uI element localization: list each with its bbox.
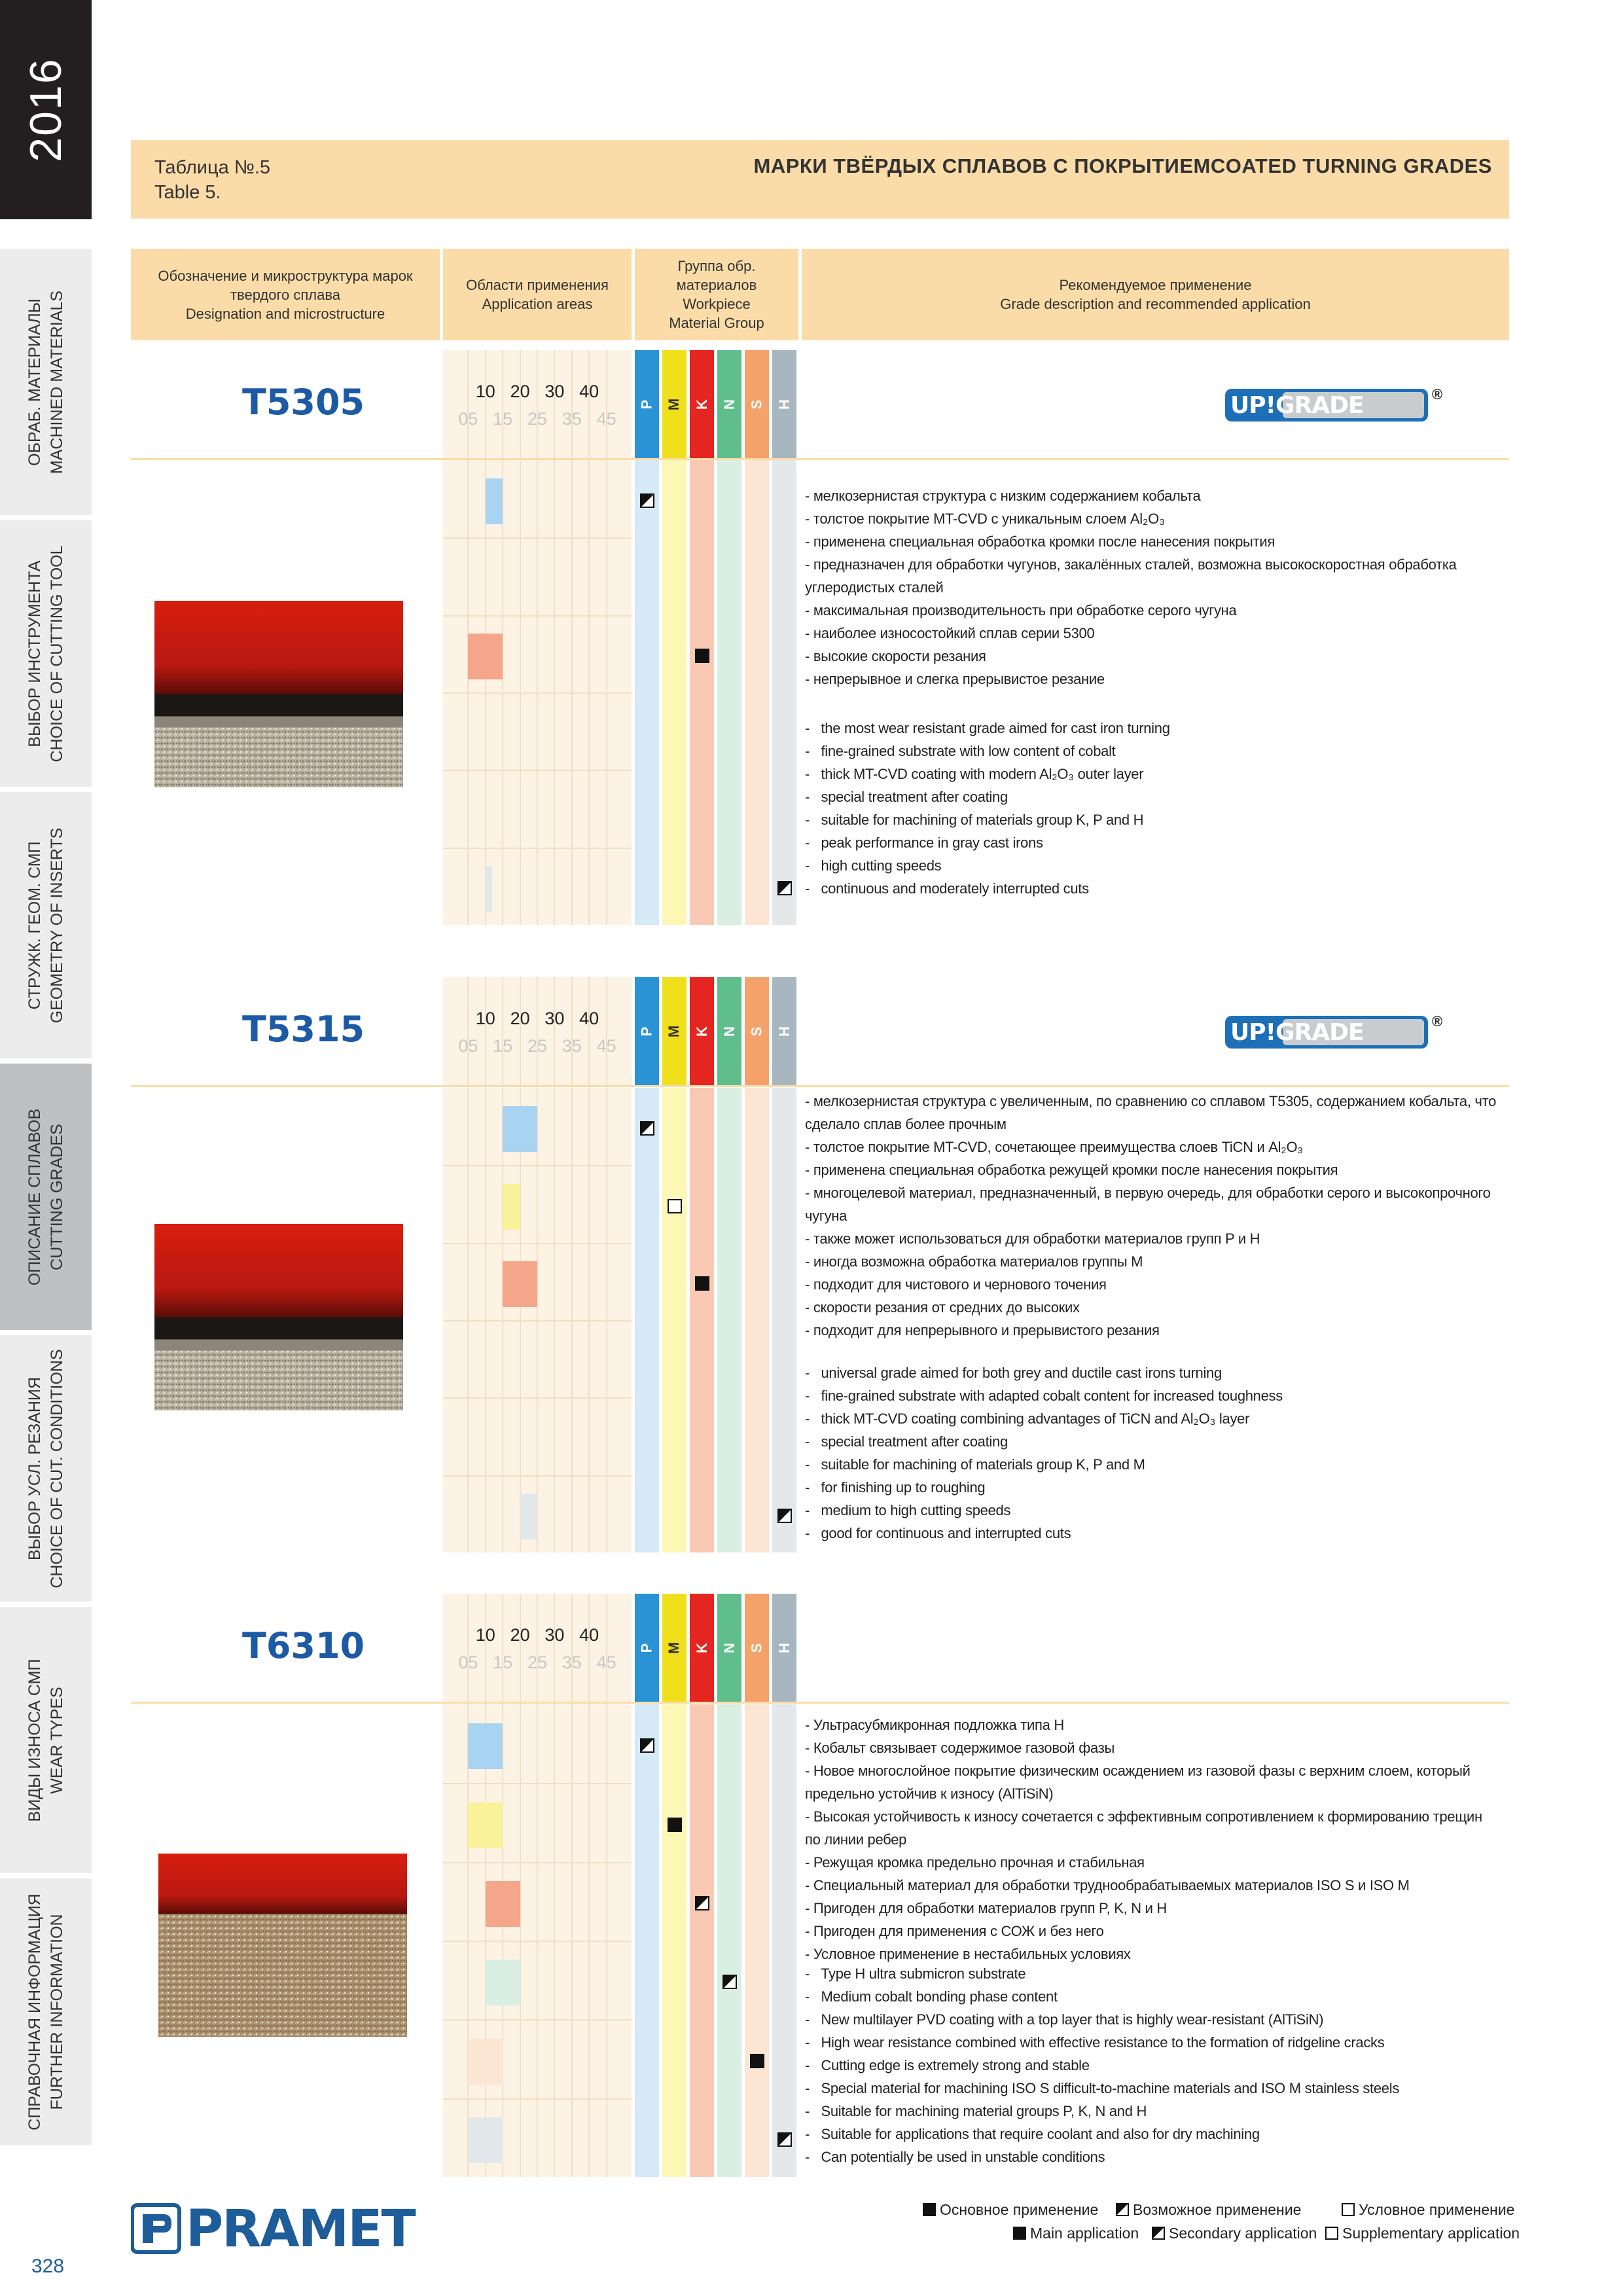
grid-line (443, 1397, 632, 1399)
grid-line (443, 1941, 632, 1942)
description-en-line: - for finishing up to roughing (805, 1476, 1499, 1499)
iso-group-column (662, 1088, 687, 1552)
description-ru-line: - применена специальная обработка кромки после нанесения покрытия (805, 533, 1275, 550)
grid-line (443, 615, 632, 617)
sidebar-tab-ru: СТРУЖК. ГЕОМ. СМП (26, 841, 44, 1009)
scale-label-text: 15 (493, 1653, 513, 1672)
supplementary-application-icon (668, 1199, 682, 1213)
description-ru-line: - наиболее износостойкий сплав серии 5300 (805, 625, 1095, 641)
row-separator (131, 458, 1509, 460)
description-en (805, 1962, 1499, 2168)
description-ru (805, 1090, 1499, 1342)
description-ru-line: - подходит для чистового и чернового точения (805, 1276, 1107, 1293)
iso-group-header (717, 977, 741, 1085)
description-en (805, 717, 1499, 900)
iso-group-letter: H (776, 399, 793, 410)
scale-label-text: 10 (475, 1625, 495, 1645)
description-en-line: - high cutting speeds (805, 854, 1499, 877)
legend-main-en (1013, 2225, 1139, 2242)
scale-label-text: 35 (562, 1036, 582, 1056)
sidebar-tab-label (24, 1659, 68, 1821)
iso-group-column (635, 1704, 659, 2177)
description-ru-line: - Кобальт связывает содержимое газовой фазы (805, 1740, 1115, 1756)
microstructure-image (154, 601, 403, 787)
grid-line (520, 350, 521, 925)
grid-line (588, 1594, 590, 2177)
iso-group-header (635, 977, 659, 1085)
sidebar-tab-ru: ОПИСАНИЕ СПЛАВОВ (26, 1108, 44, 1285)
iso-group-letter: K (693, 1642, 710, 1653)
iso-group-letter: H (776, 1026, 793, 1037)
scale-label-text: 30 (544, 1625, 565, 1645)
scale-label-text: 30 (544, 1009, 565, 1028)
scale-label-text: 45 (596, 1653, 616, 1672)
iso-group-header (745, 977, 769, 1085)
year-label: 2016 (21, 58, 71, 162)
description-en-line: - Can potentially be used in unstable conditions (805, 2145, 1499, 2168)
secondary-application-icon (640, 1121, 654, 1136)
description-ru-line: - предназначен для обработки чугунов, закалённых сталей, возможна высокоскоростная обработка углеродистых сталей (805, 556, 1457, 596)
column-header-designation (131, 249, 440, 340)
sidebar-tab-en: WEAR TYPES (48, 1686, 66, 1794)
iso-group-column (690, 1704, 714, 2177)
description-en-line: - High wear resistance combined with effective resistance to the formation of ridgeline cracks (805, 2031, 1499, 2054)
iso-group-header (745, 1594, 769, 1702)
application-range-bar (486, 1960, 520, 2005)
scale-label-text: 10 (475, 1009, 495, 1028)
iso-group-letter: S (748, 399, 765, 409)
grid-line (467, 1594, 469, 2177)
column-header-designation-text: Обозначение и микроструктура марок твердого сплава Designation and microstructure (158, 267, 413, 322)
grid-line (443, 1783, 632, 1784)
sidebar-tab-en: FURTHER INFORMATION (48, 1913, 66, 2110)
description-ru-line: - мелкозернистая структура с увеличенным, по сравнению со сплавом T5305, содержанием кобальта, что сделало сплав более прочным (805, 1093, 1497, 1132)
microstructure-photo (158, 1854, 407, 2037)
grid-line (554, 1594, 555, 2177)
pramet-logo-text: PRAMET (186, 2200, 415, 2259)
description-ru-line: - Условное применение в нестабильных условиях (805, 1946, 1131, 1962)
grid-line (467, 977, 469, 1552)
microstructure-photo (154, 1224, 403, 1410)
column-header-group (635, 249, 798, 340)
microstructure-photo (154, 601, 403, 787)
iso-group-header (772, 350, 796, 458)
legend-supplementary-en (1325, 2225, 1520, 2242)
legend-secondary-en-text: Secondary application (1169, 2225, 1317, 2242)
iso-group-column (745, 1704, 769, 2177)
description-ru-line: - Ультрасубмикронная подложка типа H (805, 1717, 1064, 1733)
scale-label-text: 25 (527, 1036, 548, 1056)
supplementary-application-icon (1325, 2227, 1338, 2240)
scale-label-text: 35 (562, 409, 582, 429)
legend-secondary-ru (1116, 2201, 1301, 2219)
sidebar-tab-ru: ОБРАБ. МАТЕРИАЛЫ (26, 298, 44, 466)
description-ru-line: - мелкозернистая структура с низким содержанием кобальта (805, 488, 1201, 504)
microstructure-image (154, 1224, 403, 1410)
grid-line (571, 350, 573, 925)
registered-mark: ® (1432, 1013, 1443, 1030)
iso-group-header (662, 977, 687, 1085)
sidebar-tab-en: CUTTING GRADES (48, 1123, 66, 1270)
sidebar-tab[interactable] (0, 1060, 92, 1330)
description-ru-line: - подходит для непрерывного и прерывистого резания (805, 1322, 1160, 1338)
description-ru (805, 484, 1499, 691)
table-number-ru: Таблица №.5 (154, 157, 271, 178)
upigrade-logo-text: UP!GRADE (1230, 1019, 1364, 1046)
scale-label-text: 45 (596, 409, 616, 429)
grid-line (443, 1475, 632, 1477)
row-separator (131, 1085, 1509, 1087)
iso-group-column (745, 460, 769, 925)
iso-group-header (662, 1594, 687, 1702)
sidebar-tab[interactable] (0, 1332, 92, 1602)
iso-group-letter: P (638, 399, 655, 409)
scale-label-text: 40 (579, 1625, 599, 1645)
description-ru-line: - скорости резания от средних до высоких (805, 1299, 1080, 1316)
column-header-description (802, 249, 1509, 340)
legend-main-ru (923, 2201, 1098, 2219)
description-en-line: - special treatment after coating (805, 785, 1499, 808)
description-en-line: - Type H ultra submicron substrate (805, 1962, 1499, 1985)
scale-label-text: 15 (493, 1036, 513, 1056)
sidebar-tab-ru: ВЫБОР УСЛ. РЕЗАНИЯ (26, 1376, 44, 1560)
grade-name: T5315 (242, 1009, 365, 1050)
description-en-line: - fine-grained substrate with low content of cobalt (805, 740, 1499, 762)
iso-group-column (690, 460, 714, 925)
grade-name: T5305 (242, 382, 365, 423)
description-ru-line: - Специальный материал для обработки труднообрабатываемых материалов ISO S и ISO M (805, 1877, 1410, 1893)
description-ru-line: - применена специальная обработка режущей кромки после нанесения покрытия (805, 1162, 1338, 1178)
upigrade-logo (1224, 386, 1449, 424)
description-ru (805, 1713, 1499, 1965)
description-en-line: - good for continuous and interrupted cuts (805, 1522, 1499, 1545)
scale-label-text: 30 (544, 382, 565, 401)
iso-group-header (662, 350, 687, 458)
sidebar-tab-en: MACHINED MATERIALS (48, 290, 66, 474)
grid-line (443, 1165, 632, 1166)
scale-label-text: 35 (562, 1653, 582, 1672)
iso-group-column (635, 1088, 659, 1552)
sidebar-tab[interactable] (0, 517, 92, 787)
microstructure-image (158, 1854, 407, 2037)
iso-group-header (772, 1594, 796, 1702)
iso-group-letter: K (693, 399, 710, 410)
application-range-bar (503, 1184, 520, 1230)
application-range-bar (486, 1881, 520, 1927)
secondary-application-icon (695, 1896, 709, 1910)
header-band (131, 140, 1509, 219)
description-en-line: - thick MT-CVD coating combining advantages of TiCN and Al₂O₃ layer (805, 1407, 1499, 1430)
iso-group-letter: N (721, 1642, 738, 1653)
secondary-application-icon (1116, 2203, 1129, 2216)
secondary-application-icon (777, 881, 792, 895)
column-header-areas (443, 249, 632, 340)
description-en-line: - universal grade aimed for both grey and ductile cast irons turning (805, 1361, 1499, 1384)
grid-line (588, 350, 590, 925)
description-ru-line: - непрерывное и слегка прерывистое резание (805, 671, 1105, 687)
legend-supplementary-ru (1342, 2201, 1514, 2219)
description-ru-line: - иногда возможна обработка материалов группы M (805, 1253, 1143, 1270)
iso-group-letter: N (721, 1026, 738, 1037)
legend-supplementary-en-text: Supplementary application (1342, 2225, 1520, 2242)
iso-group-column (745, 1088, 769, 1552)
table-number-en: Table 5. (154, 182, 221, 203)
legend-supplementary-ru-text: Условное применение (1359, 2201, 1515, 2218)
legend-main-ru-text: Основное применение (940, 2201, 1099, 2218)
sidebar-tab-label (24, 290, 68, 473)
pramet-logo (131, 2200, 415, 2259)
iso-group-letter: M (666, 1641, 683, 1654)
scale-label-text: 05 (458, 1036, 478, 1056)
description-en-line: - medium to high cutting speeds (805, 1499, 1499, 1522)
scale-label-text: 40 (579, 382, 599, 401)
grid-line (554, 350, 555, 925)
description-en-line: - continuous and moderately interrupted cuts (805, 877, 1499, 900)
iso-group-header (690, 977, 714, 1085)
application-range-bar (468, 634, 503, 679)
iso-group-header (717, 350, 741, 458)
description-en-line: - Cutting edge is extremely strong and stable (805, 2054, 1499, 2077)
application-range-bar (520, 1494, 537, 1539)
grid-line (443, 2019, 632, 2020)
description-ru-line: - высокие скорости резания (805, 648, 986, 664)
grid-line (485, 977, 486, 1552)
description-ru-line: - многоцелевой материал, предназначенный, в первую очередь, для обработки серого и высокопрочного чугуна (805, 1185, 1491, 1224)
sidebar (0, 0, 92, 2186)
description-ru-line: - также может использоваться для обработки материалов групп P и H (805, 1230, 1260, 1247)
grid-line (443, 692, 632, 694)
row-separator (131, 1702, 1509, 1704)
scale-label-text: 40 (579, 1009, 599, 1028)
iso-group-letter: P (638, 1643, 655, 1653)
description-ru-line: - Новое многослойное покрытие физическим осаждением из газовой фазы с верхним слоем, который предельно устойчив к износу (AlTiSiN) (805, 1763, 1471, 1802)
iso-group-letter: P (638, 1026, 655, 1036)
upigrade-logo (1224, 1013, 1449, 1051)
iso-group-letter: H (776, 1642, 793, 1653)
iso-group-header (635, 1594, 659, 1702)
year-tab (0, 0, 92, 219)
description-ru-line: - Пригоден для применения с СОЖ и без него (805, 1923, 1104, 1939)
grid-line (443, 537, 632, 539)
main-application-icon (750, 2054, 764, 2068)
secondary-application-icon (777, 2132, 792, 2147)
sidebar-tab[interactable] (0, 1604, 92, 1873)
grid-line (588, 977, 590, 1552)
secondary-application-icon (777, 1509, 792, 1523)
legend-secondary-ru-text: Возможное применение (1133, 2201, 1302, 2218)
iso-group-header (745, 350, 769, 458)
grid-line (443, 1862, 632, 1863)
description-ru-line: - толстое покрытие MT-CVD с уникальным слоем Al₂O₃ (805, 511, 1165, 527)
sidebar-tab-label (24, 1893, 68, 2130)
page-number: 328 (31, 2255, 65, 2277)
column-header-group-text: Группа обр. материалов Workpiece Material Group (669, 258, 764, 331)
iso-group-column (635, 460, 659, 925)
iso-group-column (772, 460, 796, 925)
grid-line (443, 2098, 632, 2100)
iso-group-column (662, 460, 687, 925)
description-ru-line: - Пригоден для обработки материалов групп P, K, N и H (805, 1900, 1167, 1916)
scale-label-text: 10 (475, 382, 495, 401)
application-range-bar (468, 1723, 503, 1769)
grid-line (554, 977, 555, 1552)
secondary-application-icon (640, 493, 654, 508)
secondary-application-icon (640, 1738, 654, 1753)
iso-group-header (772, 977, 796, 1085)
iso-group-column (772, 1088, 796, 1552)
iso-group-letter: M (666, 1025, 683, 1037)
registered-mark: ® (1432, 386, 1443, 403)
sidebar-tab-ru: ВИДЫ ИЗНОСА СМП (26, 1659, 44, 1821)
grid-line (606, 350, 607, 925)
application-range-bar (486, 866, 493, 912)
description-en-line: - thick MT-CVD coating with modern Al₂O₃ outer layer (805, 762, 1499, 785)
sidebar-tab[interactable] (0, 789, 92, 1058)
iso-group-header (690, 350, 714, 458)
grid-line (443, 770, 632, 771)
iso-group-column (662, 1704, 687, 2177)
description-ru-line: - толстое покрытие MT-CVD, сочетающее преимущества слоев TiCN и Al₂O₃ (805, 1139, 1303, 1155)
description-en-line: - fine-grained substrate with adapted cobalt content for increased toughness (805, 1384, 1499, 1407)
sidebar-tab[interactable] (0, 245, 92, 515)
description-en-line: - suitable for machining of materials group K, P and M (805, 1453, 1499, 1476)
scale-label-text: 25 (527, 409, 548, 429)
sidebar-tab[interactable] (0, 1875, 92, 2145)
iso-group-column (690, 1088, 714, 1552)
column-header-areas-text: Области применения Application areas (466, 277, 609, 312)
description-ru-line: - Режущая кромка предельно прочная и стабильная (805, 1854, 1145, 1871)
iso-group-letter: M (666, 398, 683, 410)
iso-group-header (717, 1594, 741, 1702)
description-en-line: - suitable for machining of materials group K, P and H (805, 808, 1499, 831)
sidebar-tab-ru: СПРАВОЧНАЯ ИНФОРМАЦИЯ (26, 1893, 44, 2130)
iso-group-letter: S (748, 1026, 765, 1036)
legend-main-en-text: Main application (1030, 2225, 1139, 2242)
description-en-line: - Suitable for machining material groups P, K, N and H (805, 2100, 1499, 2123)
grid-line (571, 977, 573, 1552)
sidebar-tab-label (24, 545, 68, 762)
scale-label-text: 05 (458, 409, 478, 429)
application-range-bar (468, 1803, 503, 1848)
iso-group-column (772, 1704, 796, 2177)
iso-group-header (635, 350, 659, 458)
description-ru-line: - максимальная производительность при обработке серого чугуна (805, 602, 1237, 619)
column-header-description-text: Рекомендуемое применение Grade description and recommended application (1000, 277, 1311, 312)
main-application-icon (695, 649, 709, 663)
grid-line (443, 1320, 632, 1321)
sidebar-tab-ru: ВЫБОР ИНСТРУМЕНТА (26, 560, 44, 747)
supplementary-application-icon (1342, 2203, 1355, 2216)
grid-line (606, 1594, 607, 2177)
iso-group-letter: S (748, 1643, 765, 1653)
legend-secondary-en (1152, 2225, 1317, 2242)
description-en-line: - Special material for machining ISO S difficult-to-machine materials and ISO M stainless steels (805, 2077, 1499, 2100)
sidebar-tab-label (24, 1349, 68, 1588)
upigrade-logo-text: UP!GRADE (1230, 392, 1364, 419)
application-range-bar (503, 1261, 537, 1307)
grid-line (537, 1594, 538, 2177)
sidebar-tab-label (24, 827, 68, 1023)
sidebar-tab-en: CHOICE OF CUTTING TOOL (48, 545, 66, 762)
secondary-application-icon (1152, 2227, 1165, 2240)
main-application-icon (668, 1818, 682, 1832)
grid-line (537, 350, 538, 925)
main-application-icon (695, 1276, 709, 1291)
grid-line (443, 1243, 632, 1244)
secondary-application-icon (722, 1975, 737, 1989)
scale-label-text: 25 (527, 1653, 548, 1672)
scale-label-text: 05 (458, 1653, 478, 1672)
sidebar-tab-en: GEOMETRY OF INSERTS (48, 827, 66, 1023)
grade-name: T6310 (242, 1625, 365, 1666)
description-en-line: - New multilayer PVD coating with a top layer that is highly wear-resistant (AlTiSiN) (805, 2008, 1499, 2031)
scale-label-text: 45 (596, 1036, 616, 1056)
scale-label-text: 20 (510, 382, 530, 401)
sidebar-tab-label (24, 1108, 68, 1285)
application-range-bar (503, 1106, 537, 1152)
iso-group-letter: N (721, 399, 738, 410)
iso-group-header (690, 1594, 714, 1702)
application-range-bar (486, 478, 503, 524)
description-en-line: - the most wear resistant grade aimed for cast iron turning (805, 717, 1499, 740)
description-en-line: - Medium cobalt bonding phase content (805, 1985, 1499, 2008)
grid-line (443, 848, 632, 849)
description-en-line: - special treatment after coating (805, 1430, 1499, 1453)
grid-line (606, 977, 607, 1552)
description-en-line: - peak performance in gray cast irons (805, 831, 1499, 854)
iso-group-column (717, 1088, 741, 1552)
grid-line (571, 1594, 573, 2177)
sidebar-tab-en: CHOICE OF CUT. CONDITIONS (48, 1348, 66, 1588)
main-application-icon (923, 2203, 936, 2216)
description-en-line: - Suitable for applications that require coolant and also for dry machining (805, 2123, 1499, 2145)
scale-label-text: 15 (493, 409, 513, 429)
description-ru-line: - Высокая устойчивость к износу сочетается с эффективным сопротивлением к формированию трещин по линии ребер (805, 1808, 1482, 1848)
description-en (805, 1361, 1499, 1545)
scale-label-text: 20 (510, 1009, 530, 1028)
application-range-bar (468, 2117, 503, 2163)
iso-group-letter: K (693, 1026, 710, 1037)
page-title: МАРКИ ТВЁРДЫХ СПЛАВОВ С ПОКРЫТИЕМCOATED TURNING GRADES (753, 154, 1492, 177)
application-range-bar (468, 2039, 503, 2085)
iso-group-column (717, 1704, 741, 2177)
main-application-icon (1013, 2227, 1026, 2240)
scale-label-text: 20 (510, 1625, 530, 1645)
iso-group-column (717, 460, 741, 925)
